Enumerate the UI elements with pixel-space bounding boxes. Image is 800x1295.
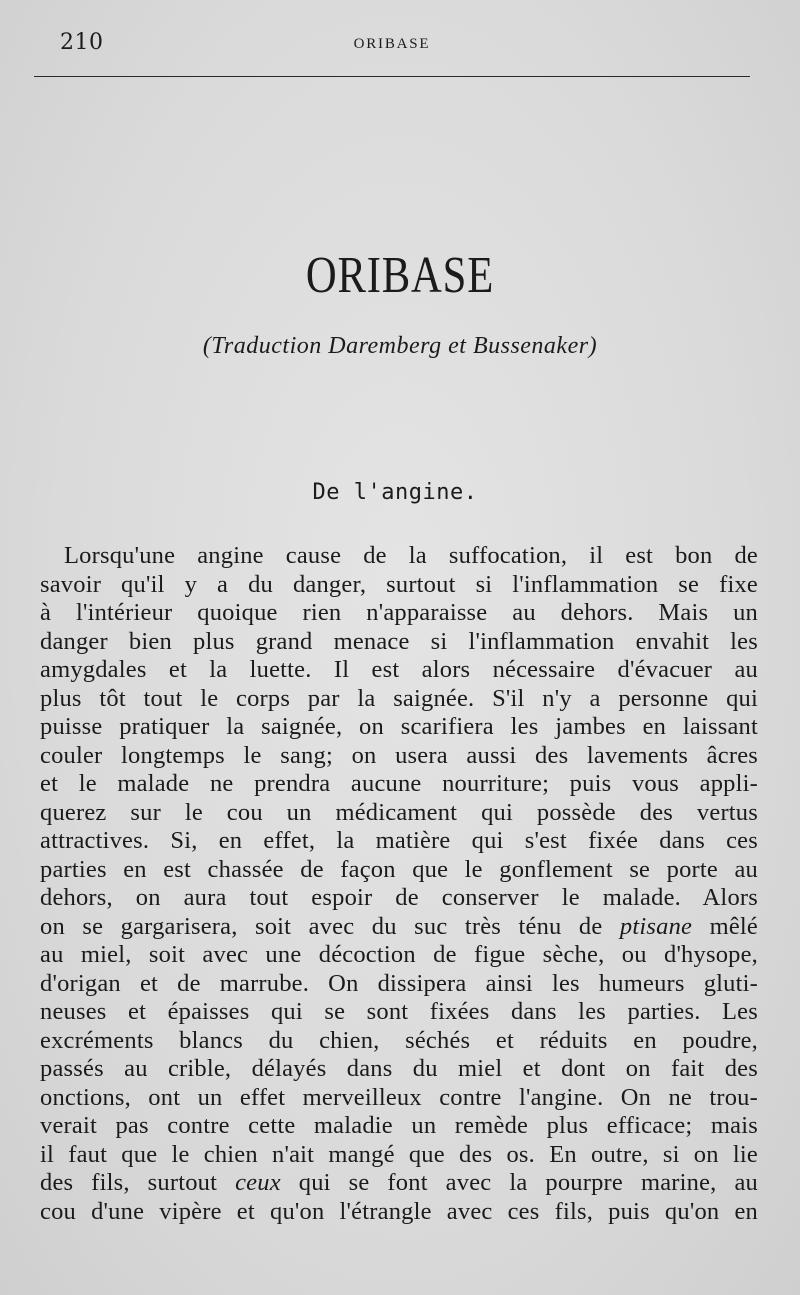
body-text — [40, 542, 758, 1226]
text-segment: on se gargarisera, soit avec du suc très ténu de — [40, 912, 620, 940]
text-line: d'origan et de marrube. On dissipera ainsi les humeurs gluti- — [40, 969, 758, 997]
text-line: couler longtemps le sang; on usera aussi des lavements âcres — [40, 741, 758, 769]
text-line: puisse pratiquer la saignée, on scarifiera les jambes en laissant — [40, 713, 758, 740]
text-line: et le malade ne prendra aucune nourriture; puis vous appli- — [40, 770, 758, 797]
text-line: cou d'une vipère et qu'on l'étrangle avec ces fils, puis qu'on en — [40, 1197, 758, 1225]
text-line: neuses et épaisses qui se sont fixées dans les parties. Les — [40, 998, 758, 1025]
text-line: querez sur le cou un médicament qui possède des vertus — [40, 798, 758, 826]
page-number: 210 — [60, 30, 104, 55]
chapter-title: ORIBASE — [305, 247, 495, 304]
section-heading: De l'angine. — [312, 480, 478, 505]
text-line: danger bien plus grand menace si l'inflammation envahit les — [40, 627, 758, 655]
text-line: amygdales et la luette. Il est alors nécessaire d'évacuer au — [40, 656, 758, 683]
text-line: excréments blancs du chien, séchés et réduits en poudre, — [40, 1026, 758, 1054]
text-segment: qui se font avec la pourpre marine, au — [280, 1169, 759, 1196]
text-line: dehors, on aura tout espoir de conserver le malade. Alors — [40, 884, 758, 911]
text-line: passés au crible, délayés dans du miel et dont on fait des — [40, 1055, 758, 1082]
text-line: onctions, ont un effet merveilleux contre l'angine. On ne trou- — [40, 1083, 758, 1111]
running-head — [34, 26, 750, 66]
text-line: Lorsqu'une angine cause de la suffocation, il est bon de — [64, 542, 758, 569]
text-line: savoir qu'il y a du danger, surtout si l'inflammation se fixe — [40, 570, 758, 598]
text-line: parties en est chassée de façon que le gonflement se porte au — [40, 855, 758, 883]
text-line: attractives. Si, en effet, la matière qui s'est fixée dans ces — [40, 827, 758, 854]
text-line: verait pas contre cette maladie un remède plus efficace; mais — [40, 1112, 758, 1139]
header-rule — [34, 76, 750, 77]
text-line — [40, 1169, 758, 1198]
text-segment: des fils, surtout — [40, 1169, 236, 1196]
text-segment: mêlé — [692, 912, 758, 940]
text-line: il faut que le chien n'ait mangé que des os. En outre, si on lie — [40, 1140, 758, 1168]
italic-term: ptisane — [619, 912, 693, 940]
translation-credit: (Traduction Daremberg et Bussenaker) — [202, 333, 598, 359]
italic-term: ceux — [235, 1169, 281, 1196]
text-line: plus tôt tout le corps par la saignée. S'il n'y a personne qui — [40, 684, 758, 712]
running-title: ORIBASE — [353, 36, 431, 52]
text-line — [40, 913, 758, 942]
text-line: au miel, soit avec une décoction de figue sèche, ou d'hysope, — [40, 941, 758, 968]
text-line: à l'intérieur quoique rien n'apparaisse au dehors. Mais un — [40, 599, 758, 626]
